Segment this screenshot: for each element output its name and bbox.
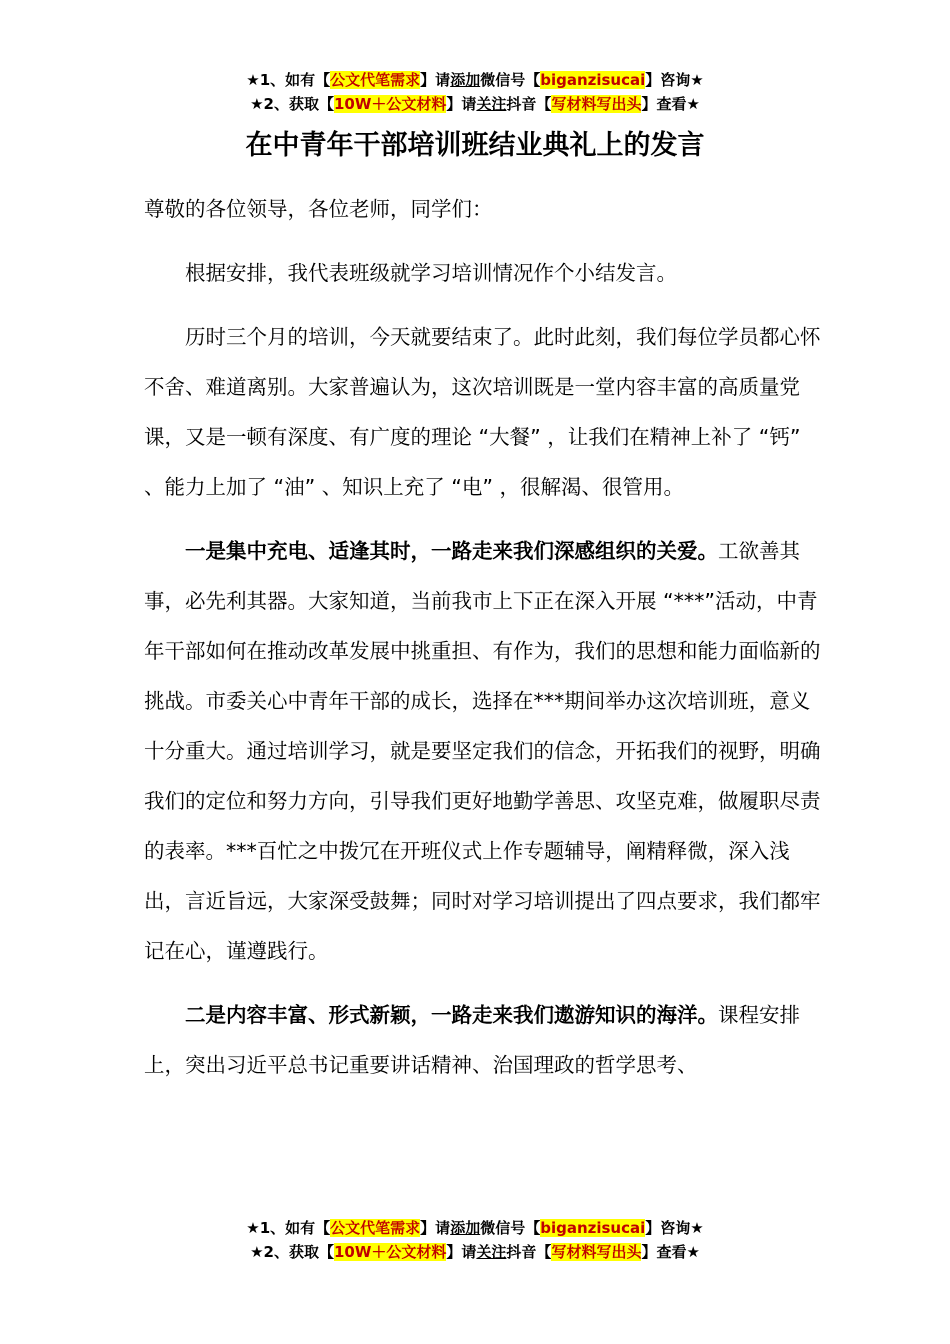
promo-underline: 关注 xyxy=(476,95,507,113)
promo-line-1 xyxy=(0,1216,950,1240)
salutation: 尊敬的各位领导，各位老师，同学们： xyxy=(144,197,493,221)
promo-text: ★1、如有【 xyxy=(246,71,331,89)
promo-underline: 添加 xyxy=(450,71,481,89)
document-body xyxy=(144,184,824,1090)
promo-highlight: 10W＋公文材料 xyxy=(333,1243,447,1261)
promo-text: 】查看★ xyxy=(641,95,700,113)
promo-line-1 xyxy=(0,68,950,92)
promo-highlight: 公文代笔需求 xyxy=(330,71,421,89)
paragraph-3-lead: 一是集中充电、适逢其时，一路走来我们深感组织的关爱。 xyxy=(185,539,718,563)
promo-wechat-id: biganzisucai xyxy=(540,1219,646,1237)
paragraph-4 xyxy=(144,990,824,1090)
promo-text: 】请 xyxy=(420,1219,451,1237)
promo-banner-top xyxy=(0,68,950,116)
promo-text: 】请 xyxy=(446,1243,477,1261)
promo-text: 抖音【 xyxy=(506,1243,552,1261)
promo-text: 】请 xyxy=(420,71,451,89)
paragraph-3 xyxy=(144,526,824,976)
promo-underline: 添加 xyxy=(450,1219,481,1237)
paragraph-3-body: 工欲善其事，必先利其器。大家知道，当前我市上下正在深入开展 “***”活动，中青年干部如何在推动改革发展中挑重担、有作为，我们的思想和能力面临新的挑战。市委关心中青年干部的成长，选择在***期间举办这次培训班，意义十分重大。通过培训学习，就是要坚定我们的信念，开拓我们的视野，明确我们的定位和努力方向，引导我们更好地勤学善思、攻坚克难，做履职尽责的表率。***百忙之中拨冗在开班仪式上作专题辅导，阐精释微，深入浅出，言近旨远，大家深受鼓舞；同时对学习培训提出了四点要求，我们都牢记在心，谨遵践行。 xyxy=(144,539,821,963)
promo-banner-bottom xyxy=(0,1216,950,1264)
promo-text: 】请 xyxy=(446,95,477,113)
promo-douyin-id: 写材料写出头 xyxy=(551,95,642,113)
promo-text: 微信号【 xyxy=(480,1219,541,1237)
promo-text: 】咨询★ xyxy=(645,71,704,89)
promo-text: ★2、获取【 xyxy=(250,95,334,113)
paragraph-1: 根据安排，我代表班级就学习培训情况作个小结发言。 xyxy=(185,261,677,285)
promo-text: 】咨询★ xyxy=(645,1219,704,1237)
promo-wechat-id: biganzisucai xyxy=(540,71,646,89)
paragraph-2: 历时三个月的培训，今天就要结束了。此时此刻，我们每位学员都心怀不舍、难道离别。大家普遍认为，这次培训既是一堂内容丰富的高质量党课，又是一顿有深度、有广度的理论 “大餐” ，让我们在精神上补了 “钙” 、能力上加了 “油” 、知识上充了 “电” ，很解渴、很管用。 xyxy=(144,325,821,499)
promo-line-2 xyxy=(0,92,950,116)
document-title: 在中青年干部培训班结业典礼上的发言 xyxy=(245,130,705,161)
promo-underline: 关注 xyxy=(476,1243,507,1261)
paragraph-4-body: 课程安排上，突出习近平总书记重要讲话精神、治国理政的哲学思考、 xyxy=(144,1003,800,1077)
promo-text: 微信号【 xyxy=(480,71,541,89)
promo-highlight: 公文代笔需求 xyxy=(330,1219,421,1237)
promo-text: 】查看★ xyxy=(641,1243,700,1261)
promo-douyin-id: 写材料写出头 xyxy=(551,1243,642,1261)
promo-highlight: 10W＋公文材料 xyxy=(333,95,447,113)
promo-line-2 xyxy=(0,1240,950,1264)
promo-text: ★1、如有【 xyxy=(246,1219,331,1237)
promo-text: ★2、获取【 xyxy=(250,1243,334,1261)
promo-text: 抖音【 xyxy=(506,95,552,113)
paragraph-4-lead: 二是内容丰富、形式新颖，一路走来我们遨游知识的海洋。 xyxy=(185,1003,718,1027)
